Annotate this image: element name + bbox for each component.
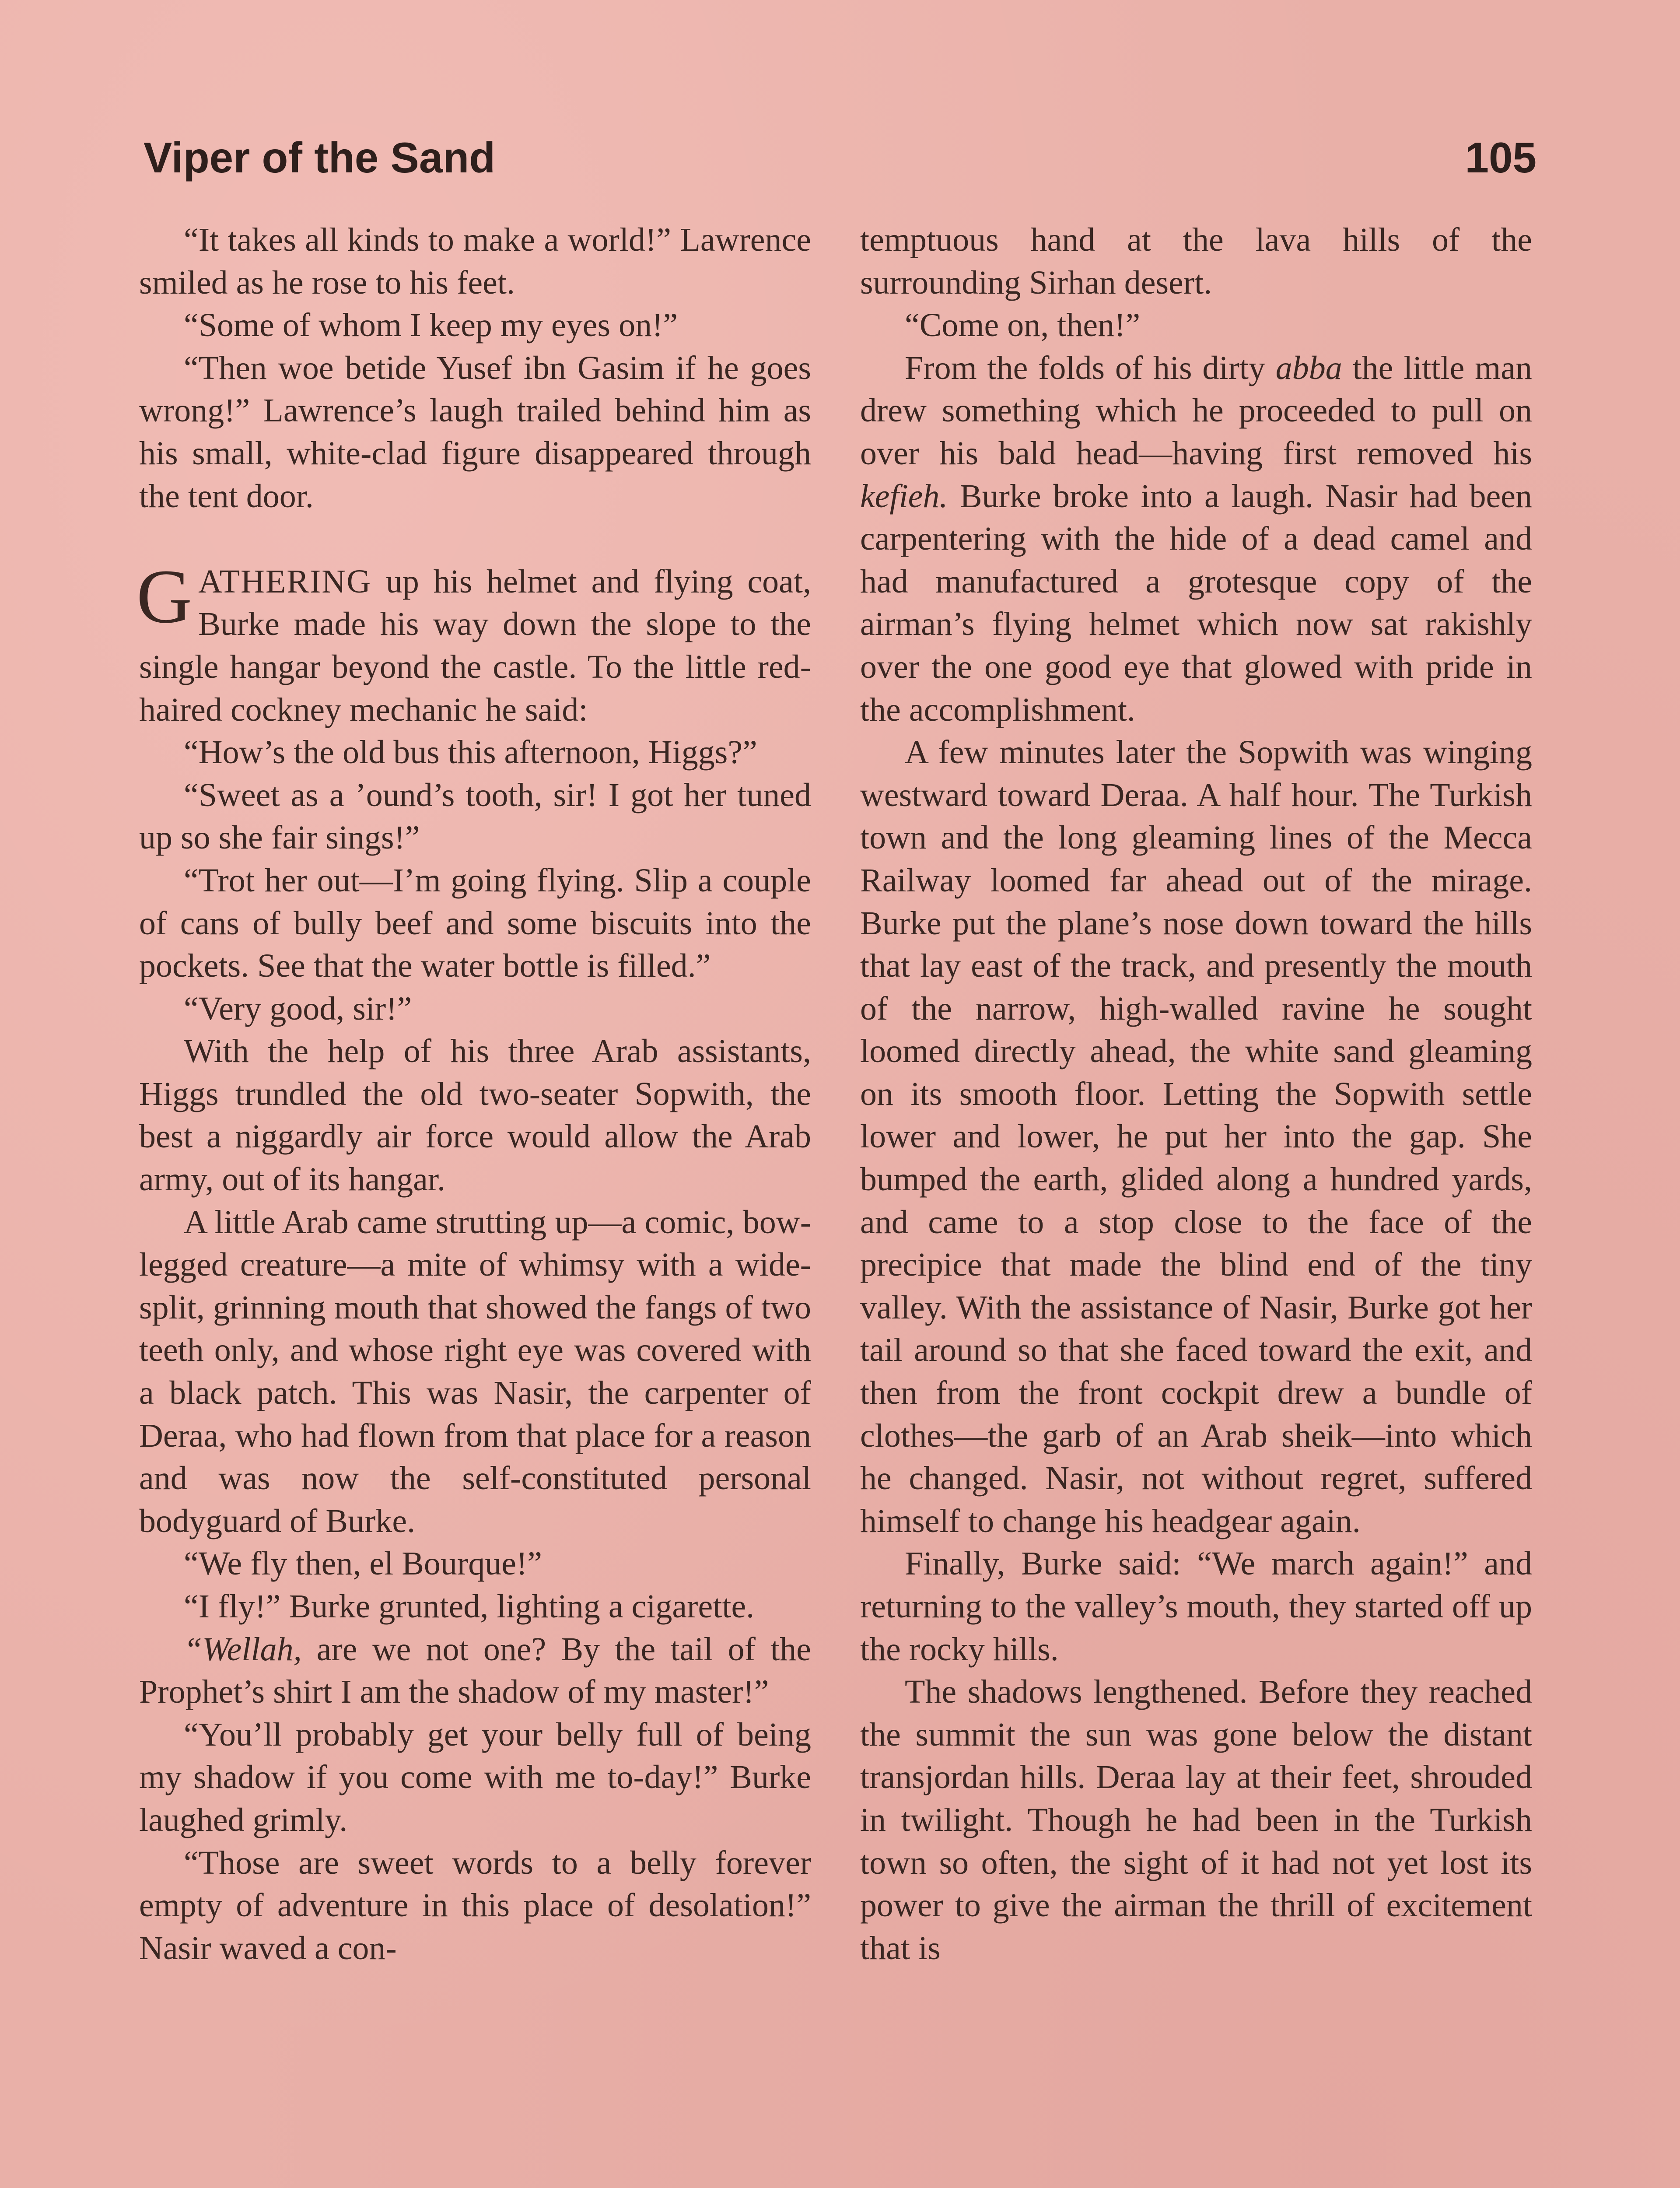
section-opening-paragraph: [136, 554, 811, 731]
paragraph: The shadows lengthened. Before they reached the summit the sun was gone below the distant transjordan hills. Deraa lay at their feet, shrouded in twilight. Though he had been in the Turkish town so often, the sight of it had not yet lost its power to give the airman the thrill of excitement that is: [860, 1673, 1532, 1967]
paragraph-continuation: temptuous hand at the lava hills of the surrounding Sirhan desert.: [860, 221, 1532, 301]
paragraph: A few minutes later the Sopwith was winging westward toward Deraa. A half hour. The Turkish town and the long gleaming lines of the Mecca Railway loomed far ahead out of the mirage. Burke put the plane’s nose down toward the hills that lay east of the track, and presently the mouth of the narrow, high-walled ravine he sought loomed directly ahead, the white sand gleaming on its smooth floor. Letting the Sopwith settle lower and lower, he put her into the gap. She bumped the earth, glided along a hundred yards, and came to a stop close to the face of the precipice that made the blind end of the tiny valley. With the assistance of Nasir, Burke got her tail around so that she faced toward the exit, and then from the front cockpit drew a bundle of clothes—the garb of an Arab sheik—into which he changed. Nasir, not without regret, suffered himself to change his headgear again.: [860, 734, 1532, 1539]
page-number: 105: [1465, 133, 1536, 182]
italic-word: “Wellah,: [184, 1630, 302, 1668]
paragraph: [860, 347, 1532, 731]
drop-cap: G: [136, 554, 192, 639]
running-title: Viper of the Sand: [144, 133, 496, 182]
paragraph: “Come on, then!”: [905, 307, 1141, 344]
paragraph-text: Burke broke into a laugh. Nasir had been carpentering with the hide of a dead camel and had manufactured a grotesque copy of the airman’s flying helmet which now sat rakishly over the one good eye that glowed with pride in the accomplishment.: [860, 477, 1532, 728]
italic-word: abba: [1275, 349, 1342, 386]
left-column: [136, 219, 811, 1970]
paragraph: A little Arab came strutting up—a comic, bow-legged creature—a mite of whimsy with a wide-split, grinning mouth that showed the fangs of two teeth only, and whose right eye was covered with a black patch. This was Nasir, the carpenter of Deraa, who had flown from that place for a reason and was now the self-constituted personal bodyguard of Burke.: [139, 1203, 811, 1539]
italic-word: kefieh.: [860, 477, 948, 515]
paragraph-text: From the folds of his dirty: [905, 349, 1276, 386]
paragraph: “We fly then, el Bourque!”: [184, 1545, 542, 1582]
paragraph: Finally, Burke said: “We march again!” and returning to the valley’s mouth, they started off up the rocky hills.: [860, 1545, 1532, 1668]
paragraph: “Sweet as a ’ound’s tooth, sir! I got her tuned up so she fair sings!”: [139, 776, 811, 856]
paragraph: [139, 1628, 811, 1714]
paragraph: With the help of his three Arab assistants, Higgs trundled the old two-seater Sopwith, the best a niggardly air force would allow the Arab army, out of its hangar.: [139, 1033, 811, 1198]
page-header: [144, 131, 1536, 193]
paragraph: “It takes all kinds to make a world!” Lawrence smiled as he rose to his feet.: [139, 221, 811, 301]
paragraph: “Those are sweet words to a belly forever empty of adventure in this place of desolation!” Nasir waved a con-: [139, 1844, 811, 1967]
paragraph-text: are we not one? By the tail of the Prophet’s shirt I am the shadow of my master!”: [139, 1630, 811, 1711]
section-opening-caps: ATHERING: [198, 563, 372, 600]
paragraph-text: the little man drew something which he proceeded to pull on over his bald head—having first removed his: [860, 349, 1532, 472]
paragraph-text: up his helmet and flying coat, Burke made his way down the slope to the single hangar beyond the castle. To the little red-haired cockney mechanic he said:: [139, 563, 811, 728]
paragraph: “I fly!” Burke grunted, lighting a cigarette.: [184, 1588, 755, 1625]
paragraph: “Very good, sir!”: [184, 990, 412, 1027]
paragraph: “Then woe betide Yusef ibn Gasim if he goes wrong!” Lawrence’s laugh trailed behind him as his small, white-clad figure disappeared through the tent door.: [139, 349, 811, 515]
paragraph: “How’s the old bus this afternoon, Higgs?”: [184, 734, 757, 771]
right-column: [860, 219, 1532, 1970]
paragraph: “You’ll probably get your belly full of being my shadow if you come with me to-day!” Burke laughed grimly.: [139, 1716, 811, 1838]
paragraph: “Trot her out—I’m going flying. Slip a couple of cans of bully beef and some biscuits into the pockets. See that the water bottle is filled.”: [139, 862, 811, 985]
paragraph: “Some of whom I keep my eyes on!”: [184, 307, 678, 344]
